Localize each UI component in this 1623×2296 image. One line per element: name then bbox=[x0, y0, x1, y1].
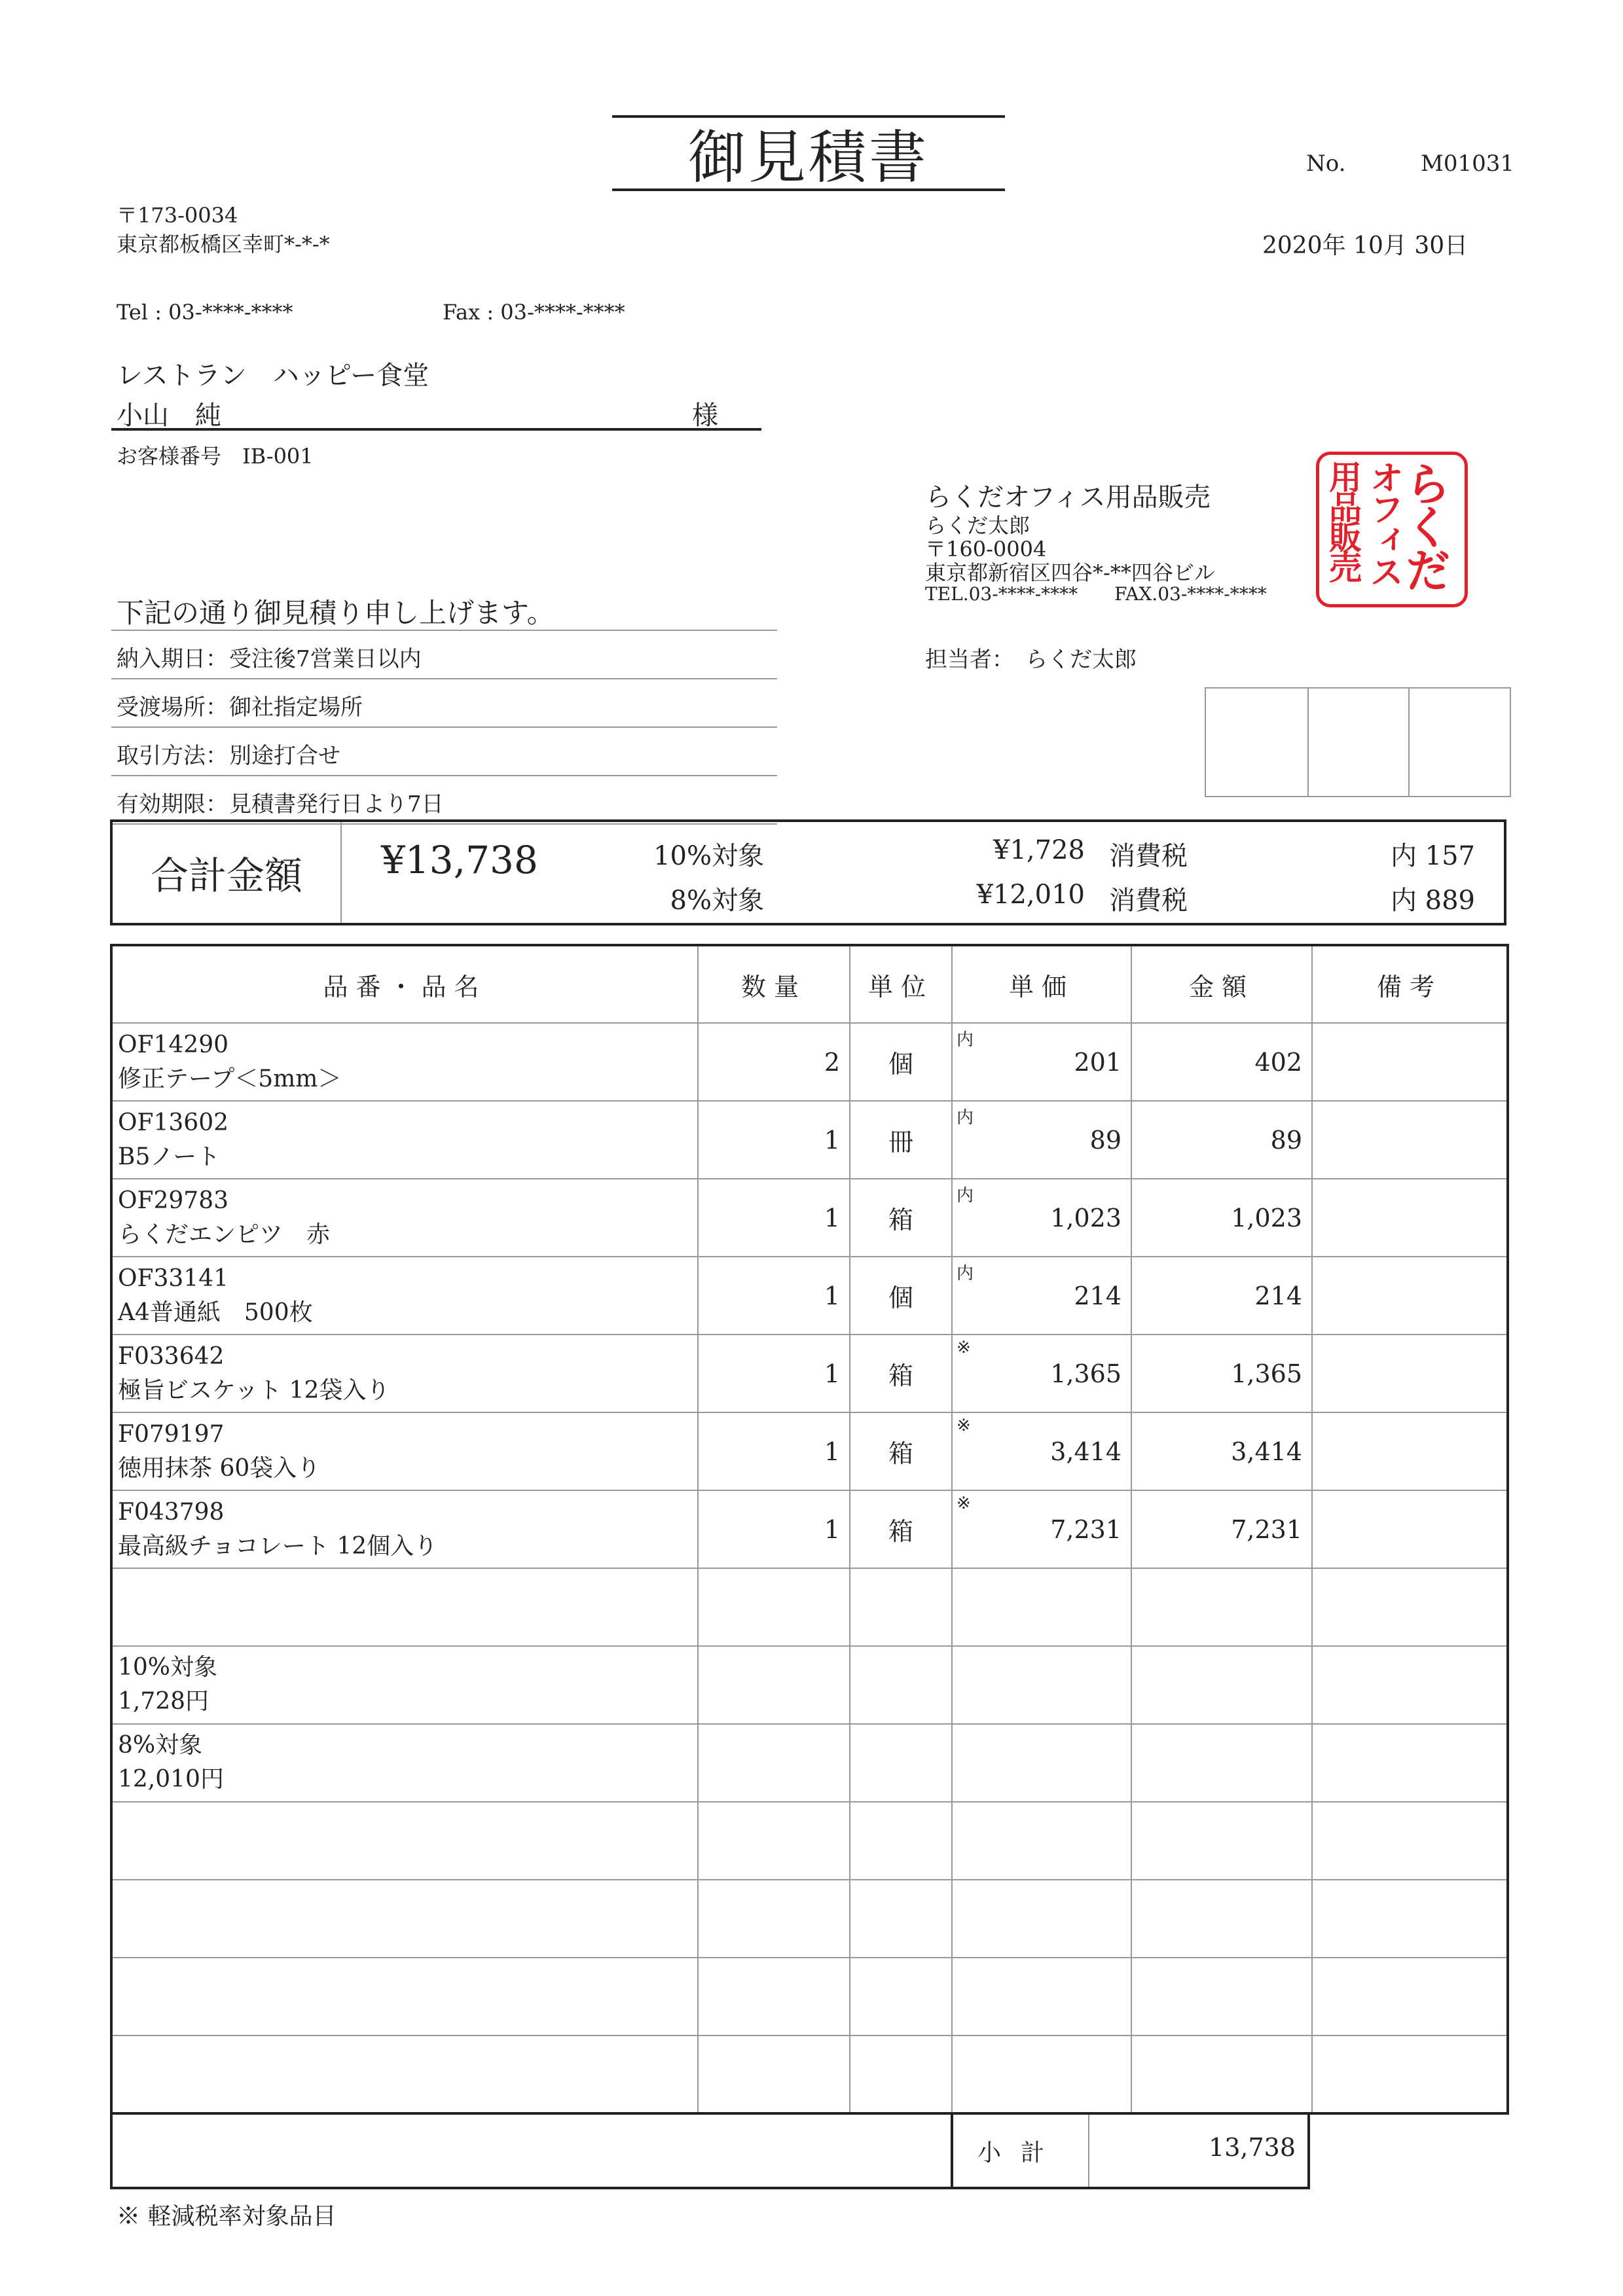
condition-label: 納入期日： bbox=[117, 646, 228, 672]
header-unit-price: 単価 bbox=[952, 945, 1131, 1023]
summary-value: 12,010円 bbox=[118, 1766, 224, 1793]
item-name: 徳用抹茶 60袋入り bbox=[118, 1454, 321, 1482]
total-label: 合計金額 bbox=[113, 822, 342, 923]
condition-value: 御社指定場所 bbox=[229, 694, 363, 721]
reduced-tax-mark: ※ bbox=[957, 1494, 971, 1513]
item-amount: 7,231 bbox=[1131, 1490, 1312, 1568]
total-amount: ¥13,738 bbox=[381, 838, 538, 882]
customer-honorific: 様 bbox=[692, 401, 718, 431]
item-code: OF14290 bbox=[118, 1031, 229, 1058]
vendor-address: 東京都新宿区四谷*-**四谷ビル bbox=[925, 560, 1215, 585]
item-code: F043798 bbox=[118, 1498, 225, 1526]
item-amount: 402 bbox=[1131, 1023, 1312, 1101]
tax10-label: 消費税 bbox=[1109, 841, 1188, 871]
sender-tel: Tel : 03-****-**** bbox=[117, 300, 293, 325]
item-price: 89 bbox=[1089, 1125, 1122, 1155]
item-code: OF33141 bbox=[118, 1265, 229, 1292]
item-code: OF29783 bbox=[118, 1187, 229, 1214]
stamp-text-col1: らくだ bbox=[1398, 460, 1451, 590]
header-item-name: 品番・品名 bbox=[111, 945, 698, 1023]
header-unit: 単位 bbox=[850, 945, 952, 1023]
vendor-name: らくだオフィス用品販売 bbox=[925, 482, 1211, 512]
item-price-cell bbox=[952, 1490, 1131, 1568]
item-amount: 1,023 bbox=[1131, 1179, 1312, 1257]
condition-label: 有効期限： bbox=[117, 791, 228, 817]
item-note bbox=[1312, 1335, 1508, 1412]
item-note bbox=[1312, 1179, 1508, 1257]
condition-label: 受渡場所： bbox=[117, 694, 228, 721]
item-note bbox=[1312, 1023, 1508, 1101]
item-name: 極旨ビスケット 12袋入り bbox=[118, 1376, 390, 1404]
item-price-cell bbox=[952, 1179, 1131, 1257]
item-unit: 冊 bbox=[850, 1101, 952, 1179]
summary-label: 10%対象 bbox=[118, 1654, 218, 1681]
condition-validity bbox=[111, 776, 777, 825]
tax8-value: 内 889 bbox=[1390, 886, 1475, 916]
condition-delivery-date bbox=[111, 631, 777, 679]
person-in-charge: 担当者： らくだ太郎 bbox=[925, 647, 1137, 673]
item-amount: 89 bbox=[1131, 1101, 1312, 1179]
sender-fax: Fax : 03-****-**** bbox=[443, 300, 625, 325]
empty-row bbox=[111, 2036, 1508, 2113]
item-cell bbox=[111, 1023, 698, 1101]
summary-label: 8%対象 bbox=[118, 1732, 203, 1759]
item-qty: 2 bbox=[698, 1023, 850, 1101]
item-cell bbox=[111, 1335, 698, 1412]
item-code: OF13602 bbox=[118, 1109, 229, 1136]
item-price-cell bbox=[952, 1257, 1131, 1335]
stamp-text-col2: オフィス bbox=[1364, 460, 1403, 586]
item-cell bbox=[111, 1257, 698, 1335]
approval-seal-boxes bbox=[1205, 687, 1511, 797]
vendor-rep: らくだ太郎 bbox=[925, 513, 1030, 538]
item-price-cell bbox=[952, 1023, 1131, 1101]
tax-summary-row bbox=[111, 1724, 1508, 1802]
item-unit: 個 bbox=[850, 1023, 952, 1101]
summary-value: 1,728円 bbox=[118, 1688, 210, 1715]
subtotal-label: 小計 bbox=[951, 2115, 1089, 2187]
header-quantity: 数量 bbox=[698, 945, 850, 1023]
item-qty: 1 bbox=[698, 1490, 850, 1568]
tax10-value: 内 157 bbox=[1390, 841, 1475, 871]
item-unit: 箱 bbox=[850, 1412, 952, 1490]
item-note bbox=[1312, 1412, 1508, 1490]
condition-payment bbox=[111, 728, 777, 776]
sender-street: 東京都板橋区幸町*-*-* bbox=[117, 232, 330, 257]
summary-cell bbox=[111, 1646, 698, 1724]
empty-row bbox=[111, 1568, 1508, 1646]
item-amount: 1,365 bbox=[1131, 1335, 1312, 1412]
item-price: 7,231 bbox=[1050, 1515, 1122, 1544]
tax10-amount: ¥1,728 bbox=[993, 835, 1085, 865]
seal-box bbox=[1206, 689, 1307, 796]
item-price-cell bbox=[952, 1412, 1131, 1490]
document-title: 御見積書 bbox=[612, 115, 1005, 191]
header-amount: 金額 bbox=[1131, 945, 1312, 1023]
condition-value: 見積書発行日より7日 bbox=[229, 791, 444, 817]
seal-box bbox=[1307, 689, 1409, 796]
condition-value: 受注後7営業日以内 bbox=[229, 646, 422, 672]
customer-person: 小山 純 bbox=[117, 401, 221, 431]
footnote: ※ 軽減税率対象品目 bbox=[117, 2203, 337, 2230]
customer-underline bbox=[111, 428, 761, 431]
item-note bbox=[1312, 1257, 1508, 1335]
item-unit: 箱 bbox=[850, 1179, 952, 1257]
table-row bbox=[111, 1335, 1508, 1412]
tax-mark: 内 bbox=[957, 1108, 974, 1128]
item-qty: 1 bbox=[698, 1335, 850, 1412]
item-cell bbox=[111, 1179, 698, 1257]
item-amount: 3,414 bbox=[1131, 1412, 1312, 1490]
item-qty: 1 bbox=[698, 1412, 850, 1490]
item-price: 201 bbox=[1074, 1047, 1122, 1077]
items-table bbox=[110, 944, 1509, 2115]
item-price: 3,414 bbox=[1050, 1437, 1122, 1466]
item-cell bbox=[111, 1490, 698, 1568]
item-cell bbox=[111, 1412, 698, 1490]
item-note bbox=[1312, 1490, 1508, 1568]
summary-cell bbox=[111, 1724, 698, 1802]
company-stamp bbox=[1316, 452, 1468, 607]
seal-box bbox=[1408, 689, 1510, 796]
intro-text: 下記の通り御見積り申し上げます。 bbox=[117, 597, 555, 629]
item-code: F033642 bbox=[118, 1342, 225, 1370]
tax8-label: 消費税 bbox=[1109, 886, 1188, 916]
tax-summary-row bbox=[111, 1646, 1508, 1724]
item-name: A4普通紙 500枚 bbox=[118, 1299, 313, 1326]
item-unit: 箱 bbox=[850, 1490, 952, 1568]
condition-delivery-place bbox=[111, 679, 777, 728]
item-qty: 1 bbox=[698, 1179, 850, 1257]
subtotal-box bbox=[110, 2115, 1310, 2189]
condition-label: 取引方法： bbox=[117, 743, 228, 769]
item-name: B5ノート bbox=[118, 1143, 221, 1170]
empty-row bbox=[111, 1802, 1508, 1880]
condition-value: 別途打合せ bbox=[229, 743, 340, 769]
tax-mark: 内 bbox=[957, 1186, 974, 1206]
item-price: 214 bbox=[1074, 1281, 1122, 1310]
item-price: 1,365 bbox=[1050, 1359, 1122, 1388]
stamp-text-col3: 用品販売 bbox=[1324, 460, 1362, 581]
customer-number: お客様番号 IB-001 bbox=[117, 444, 314, 469]
tax8-amount: ¥12,010 bbox=[976, 880, 1085, 910]
item-qty: 1 bbox=[698, 1257, 850, 1335]
table-row bbox=[111, 1101, 1508, 1179]
item-name: らくだエンピツ 赤 bbox=[118, 1221, 331, 1248]
empty-row bbox=[111, 1958, 1508, 2036]
item-unit: 箱 bbox=[850, 1335, 952, 1412]
item-name: 修正テープ＜5mm＞ bbox=[118, 1065, 342, 1092]
table-header-row bbox=[111, 945, 1508, 1023]
item-price: 1,023 bbox=[1050, 1203, 1122, 1232]
sender-postal: 〒173-0034 bbox=[117, 203, 238, 228]
empty-row bbox=[111, 1880, 1508, 1958]
table-row bbox=[111, 1257, 1508, 1335]
subtotal-value: 13,738 bbox=[1209, 2133, 1296, 2162]
item-cell bbox=[111, 1101, 698, 1179]
issue-date: 2020年 10月 30日 bbox=[1262, 232, 1468, 259]
vendor-tel-fax: TEL.03-****-**** FAX.03-****-**** bbox=[925, 583, 1267, 605]
tax8-target: 8%対象 bbox=[670, 886, 764, 916]
table-row bbox=[111, 1490, 1508, 1568]
tax-mark: 内 bbox=[957, 1264, 974, 1283]
item-amount: 214 bbox=[1131, 1257, 1312, 1335]
item-name: 最高級チョコレート 12個入り bbox=[118, 1532, 438, 1560]
header-notes: 備考 bbox=[1312, 945, 1508, 1023]
customer-company: レストラン ハッピー食堂 bbox=[117, 361, 429, 391]
item-code: F079197 bbox=[118, 1420, 225, 1448]
table-row bbox=[111, 1179, 1508, 1257]
tax10-target: 10%対象 bbox=[653, 841, 764, 871]
total-amount-box bbox=[110, 819, 1506, 925]
item-price-cell bbox=[952, 1101, 1131, 1179]
item-unit: 個 bbox=[850, 1257, 952, 1335]
reduced-tax-mark: ※ bbox=[957, 1338, 971, 1357]
vendor-postal: 〒160-0004 bbox=[925, 537, 1047, 562]
reduced-tax-mark: ※ bbox=[957, 1416, 971, 1435]
item-price-cell bbox=[952, 1335, 1131, 1412]
item-qty: 1 bbox=[698, 1101, 850, 1179]
item-note bbox=[1312, 1101, 1508, 1179]
table-row bbox=[111, 1023, 1508, 1101]
doc-no: M01031 bbox=[1421, 151, 1514, 177]
tax-mark: 内 bbox=[957, 1030, 974, 1050]
doc-no-label: No. bbox=[1306, 151, 1346, 177]
table-row bbox=[111, 1412, 1508, 1490]
